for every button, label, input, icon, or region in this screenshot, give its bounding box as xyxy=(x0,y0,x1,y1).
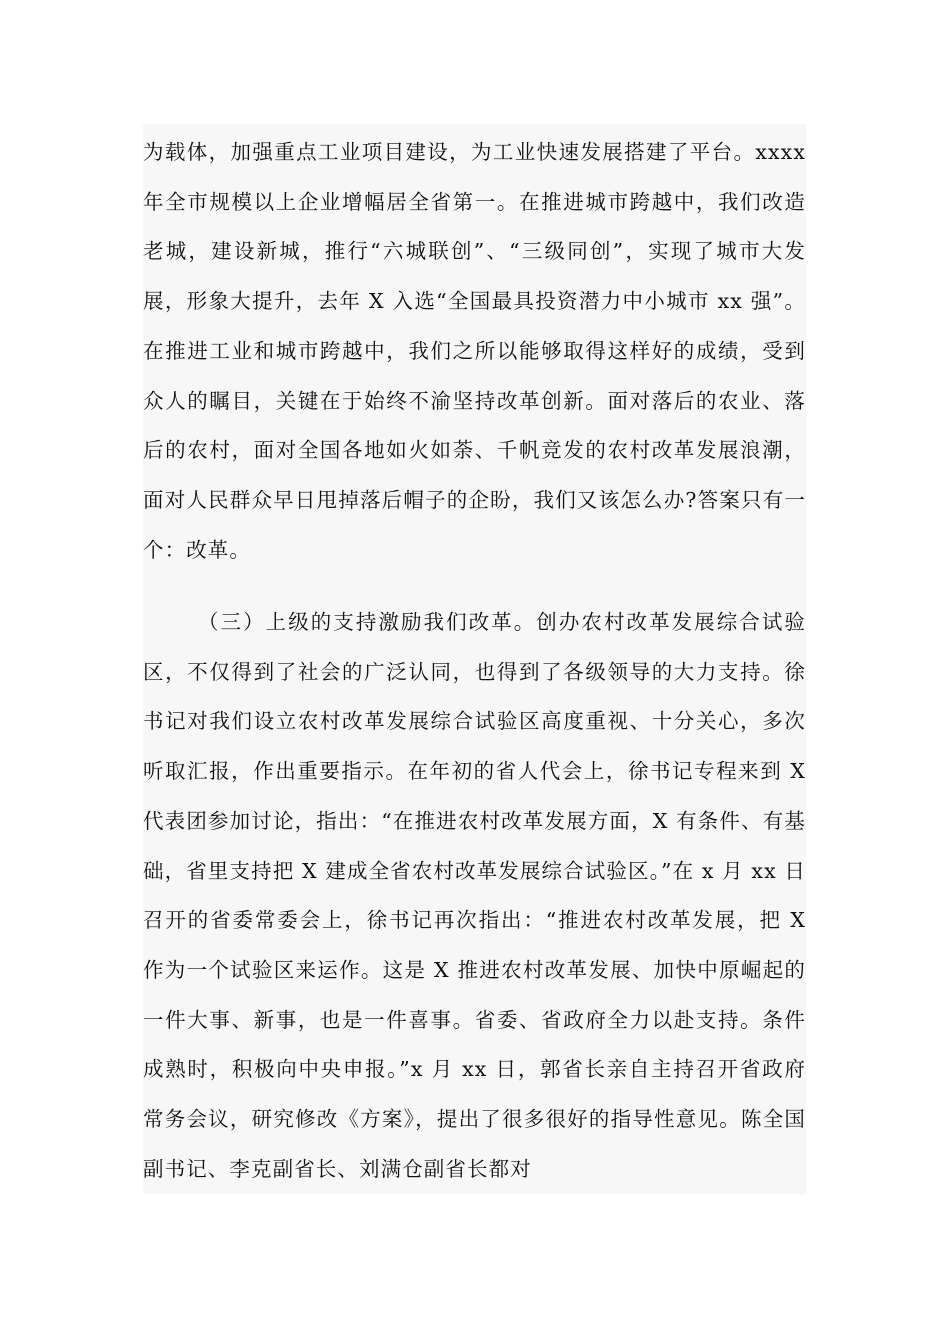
paragraph-1: 为载体，加强重点工业项目建设，为工业快速发展搭建了平台。xxxx 年全市规模以上企业增幅居全省第一。在推进城市跨越中，我们改造老城，建设新城，推行“六城联创”、“三级同创”，实现了城市大发展，形象大提升，去年 X 入选“全国最具投资潜力中小城市 xx 强”。在推进工业和城市跨越中，我们之所以能够取得这样好的成绩，受到众人的瞩目，关键在于始终不渝坚持改革创新。面对落后的农业、落后的农村，面对全国各地如火如荼、千帆竞发的农村改革发展浪潮，面对人民群众早日甩掉落后帽子的企盼，我们又该怎么办?答案只有一个：改革。 xyxy=(143,140,806,562)
paragraph-2: （三）上级的支持激励我们改革。创办农村改革发展综合试验区，不仅得到了社会的广泛认同，也得到了各级领导的大力支持。徐书记对我们设立农村改革发展综合试验区高度重视、十分关心，多次听取汇报，作出重要指示。在年初的省人代会上，徐书记专程来到 X 代表团参加讨论，指出：“在推进农村改革发展方面，X 有条件、有基础，省里支持把 X 建成全省农村改革发展综合试验区。”在 x 月 xx 日召开的省委常委会上，徐书记再次指出：“推进农村改革发展，把 X 作为一个试验区来运作。这是 X 推进农村改革发展、加快中原崛起的一件大事、新事，也是一件喜事。省委、省政府全力以赴支持。条件成熟时，积极向中央申报。”x 月 xx 日，郭省长亲自主持召开省政府常务会议，研究修改《方案》，提出了很多很好的指导性意见。陈全国副书记、李克副省长、刘满仓副省长都对 xyxy=(143,610,806,1181)
document-page xyxy=(143,124,806,1194)
